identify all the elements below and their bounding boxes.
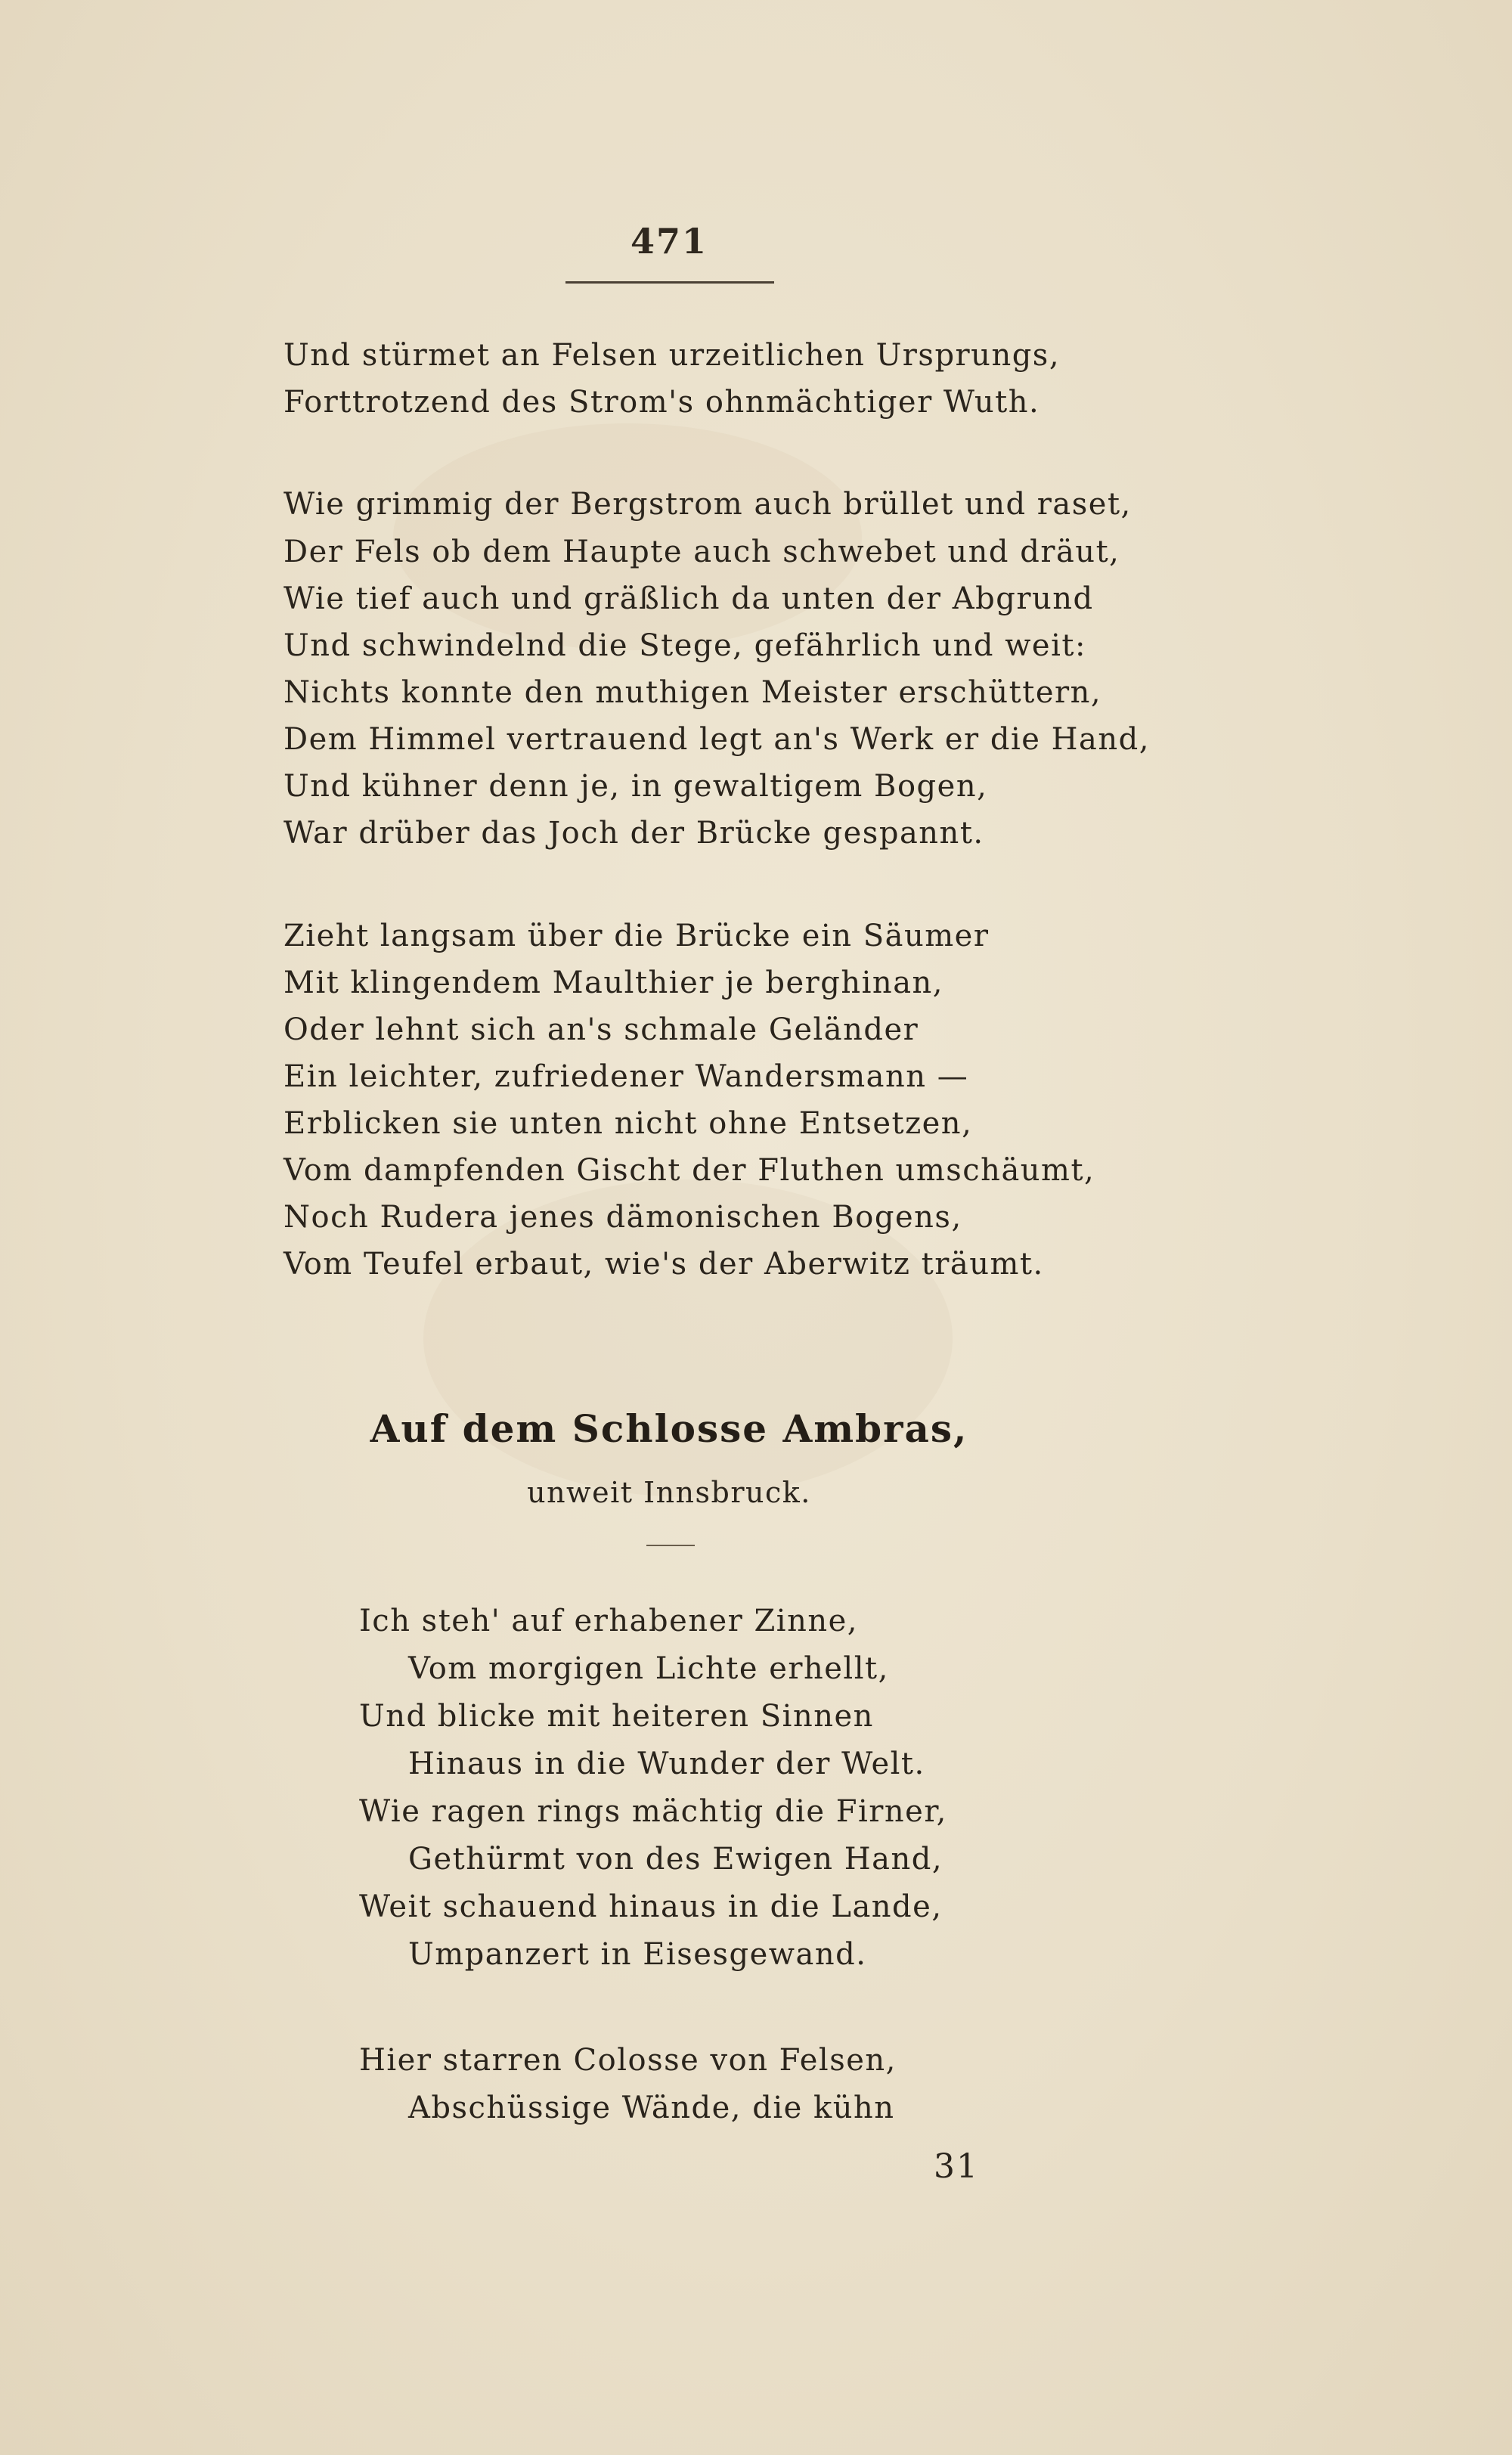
verse-line: Wie tief auch und gräßlich da unten der Abgrund bbox=[284, 581, 1094, 616]
verse-line: Umpanzert in Eisesgewand. bbox=[408, 1937, 867, 1972]
verse-line: Oder lehnt sich an's schmale Geländer bbox=[284, 1012, 919, 1047]
verse-line: Nichts konnte den muthigen Meister erschüttern, bbox=[284, 675, 1102, 710]
verse-line: Wie grimmig der Bergstrom auch brüllet und raset, bbox=[284, 487, 1132, 522]
verse-line: Und stürmet an Felsen urzeitlichen Ursprungs, bbox=[284, 338, 1061, 373]
verse-line: Hinaus in die Wunder der Welt. bbox=[408, 1747, 925, 1781]
verse-line: Wie ragen rings mächtig die Firner, bbox=[359, 1794, 947, 1829]
verse-line: Abschüssige Wände, die kühn bbox=[408, 2091, 895, 2125]
verse-line: Und schwindelnd die Stege, gefährlich und weit: bbox=[284, 628, 1086, 663]
header-rule bbox=[565, 281, 774, 284]
verse-line: Gethürmt von des Ewigen Hand, bbox=[408, 1842, 943, 1877]
page-number: 471 bbox=[630, 221, 708, 262]
title-rule bbox=[646, 1545, 695, 1546]
verse-line: Noch Rudera jenes dämonischen Bogens, bbox=[284, 1200, 962, 1235]
printer-signature-mark: 31 bbox=[934, 2147, 979, 2186]
verse-line: Der Fels ob dem Haupte auch schwebet und dräut, bbox=[284, 535, 1120, 569]
verse-line: Weit schauend hinaus in die Lande, bbox=[359, 1889, 943, 1924]
verse-line: Forttrotzend des Strom's ohnmächtiger Wuth. bbox=[284, 385, 1040, 420]
verse-line: War drüber das Joch der Brücke gespannt. bbox=[284, 816, 984, 851]
verse-line: Mit klingendem Maulthier je berghinan, bbox=[284, 966, 944, 1000]
verse-line: Dem Himmel vertrauend legt an's Werk er die Hand, bbox=[284, 722, 1150, 757]
verse-line: Erblicken sie unten nicht ohne Entsetzen, bbox=[284, 1106, 973, 1141]
verse-line: Vom morgigen Lichte erhellt, bbox=[408, 1651, 889, 1686]
verse-line: Ich steh' auf erhabener Zinne, bbox=[359, 1604, 858, 1638]
poem-subtitle: unweit Innsbruck. bbox=[527, 1476, 811, 1509]
verse-line: Und blicke mit heiteren Sinnen bbox=[359, 1699, 874, 1734]
verse-line: Zieht langsam über die Brücke ein Säumer bbox=[284, 919, 990, 953]
verse-line: Vom Teufel erbaut, wie's der Aberwitz träumt. bbox=[284, 1247, 1044, 1282]
verse-line: Vom dampfenden Gischt der Fluthen umschäumt, bbox=[284, 1153, 1095, 1188]
verse-line: Hier starren Colosse von Felsen, bbox=[359, 2043, 897, 2078]
poem-title: Auf dem Schlosse Ambras, bbox=[370, 1406, 968, 1451]
verse-line: Und kühner denn je, in gewaltigem Bogen, bbox=[284, 769, 988, 804]
verse-line: Ein leichter, zufriedener Wandersmann — bbox=[284, 1059, 969, 1094]
